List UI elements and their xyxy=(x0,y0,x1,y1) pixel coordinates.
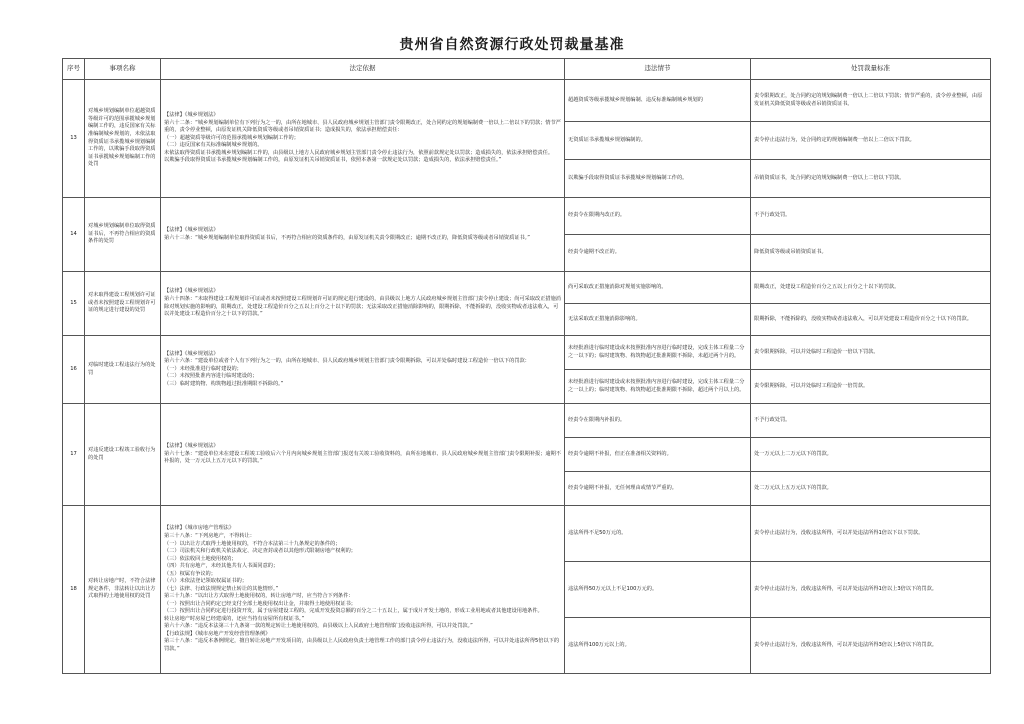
row-item: 对城乡规划编制单位超越资质等级许可的范围承揽城乡规划编制工作的，违反国家有关标准编制城乡规划的，未依法取得资质证书承揽城乡规划编制工作的，以欺骗手段取得资质证书承揽城乡规划编制工作的处罚 xyxy=(85,80,161,198)
row-standard: 责令停止违法行为，没收违法所得，可以并处违法所得1倍以上3倍以下的罚款。 xyxy=(751,562,991,618)
row-circumstance: 无资质证书承揽城乡规划编制的。 xyxy=(565,122,751,160)
row-basis: 【法律】《城乡规划法》 第六十六条：“建设单位或者个人有下列行为之一的，由所在地城市、县人民政府城乡规划主管部门责令限期拆除，可以并处临时建设工程造价一倍以下的罚款： （一）未经批准进行临时建设的； （二）未按照批准内容进行临时建设的； （三）临时建筑物、构筑物超过批准期限不拆除的。” xyxy=(161,336,565,404)
row-circumstance: 违法所得不足50万元的。 xyxy=(565,506,751,562)
row-item: 对违反建设工程竣工验收行为的处罚 xyxy=(85,404,161,506)
row-circumstance: 尚可采取改正措施消除对规划实施影响的。 xyxy=(565,272,751,304)
row-circumstance: 经责令逾期不补报，但正在准备相关资料的。 xyxy=(565,438,751,472)
row-basis: 【法律】《城乡规划法》 第六十二条：“城乡规划编制单位有下列行为之一的，由所在地城市、县人民政府城乡规划主管部门责令限期改正，处合同约定的规划编制费一倍以上二倍以下的罚款；情节严重的，责令停业整顿，由原发证机关降低资质等级或者吊销资质证书；造成损失的，依法承担赔偿责任： （一）超越资质等级许可的范围承揽城乡规划编制工作的； （二）违反国家有关标准编制城乡规划的。 未依法取得资质证书承揽城乡规划编制工作的，由县级以上地方人民政府城乡规划主管部门责令停止违法行为，依照前款规定处以罚款；造成损失的，依法承担赔偿责任。 以欺骗手段取得资质证书承揽城乡规划编制工作的，由原发证机关吊销资质证书，依照本条第一款规定处以罚款；造成损失的，依法承担赔偿责任。” xyxy=(161,80,565,198)
row-standard: 处一万元以上二万元以下的罚款。 xyxy=(751,438,991,472)
table-row xyxy=(63,404,991,438)
row-standard: 降低资质等级或吊销资质证书。 xyxy=(751,235,991,272)
table-row xyxy=(63,198,991,235)
row-seq: 15 xyxy=(63,272,85,336)
row-circumstance: 经责令在限期内补报的。 xyxy=(565,404,751,438)
table-row xyxy=(63,506,991,562)
row-basis: 【法律】《城乡规划法》 第六十四条：“未取得建设工程规划许可证或者未按照建设工程规划许可证的规定进行建设的，由县级以上地方人民政府城乡规划主管部门责令停止建设；尚可采取改正措施消除对规划实施的影响的，限期改正，处建设工程造价百分之五以上百分之十以下的罚款；无法采取改正措施消除影响的，限期拆除，不能拆除的，没收实物或者违法收入，可以并处建设工程造价百分之十以下的罚款。” xyxy=(161,272,565,336)
row-circumstance: 经责令在限期内改正的。 xyxy=(565,198,751,235)
row-seq: 17 xyxy=(63,404,85,506)
row-circumstance: 以欺骗手段取得资质证书承揽城乡规划编制工作的。 xyxy=(565,160,751,198)
row-standard: 责令停止违法行为，没收违法所得，可以并处违法所得3倍以上5倍以下的罚款。 xyxy=(751,618,991,674)
row-standard: 处二万元以上五万元以下的罚款。 xyxy=(751,472,991,506)
header-circumstance: 违法情节 xyxy=(565,59,751,80)
row-standard: 责令限期拆除，可以并处临时工程造价一倍以下罚款。 xyxy=(751,336,991,370)
row-seq: 18 xyxy=(63,506,85,674)
row-circumstance: 经责令逾期不补报，无任何理由或情节严重的。 xyxy=(565,472,751,506)
row-circumstance: 经责令逾期不改正的。 xyxy=(565,235,751,272)
row-item: 对转让房地产时，不符合法律规定条件，非法转让以出让方式取得的土地使用权的处罚 xyxy=(85,506,161,674)
row-circumstance: 未经批准进行临时建设或未按照批准内容进行临时建设，完成主体工程量二分之一以下的；临时建筑物、构筑物超过批准期限不拆除，未超过两个月的。 xyxy=(565,336,751,370)
row-seq: 14 xyxy=(63,198,85,272)
row-standard: 责令停止违法行为，处合同约定的规划编制费一倍以上二倍以下罚款。 xyxy=(751,122,991,160)
row-basis: 【法律】《城市房地产管理法》 第三十八条：“下列房地产，不得转让： （一）以出让方式取得土地使用权的，不符合本法第三十九条规定的条件的； （二）司法机关和行政机关依法裁定、决定查封或者以其他形式限制房地产权利的； （三）依法收回土地使用权的； （四）共有房地产，未经其他共有人书面同意的； （五）权属有争议的； （六）未依法登记领取权属证书的； （七）法律、行政法规规定禁止转让的其他情形。” 第三十九条：“以出让方式取得土地使用权的，转让房地产时，应当符合下列条件： （一）按照出让合同约定已经支付全部土地使用权出让金，并取得土地使用权证书； （二）按照出让合同约定进行投资开发，属于房屋建设工程的，完成开发投资总额的百分之二十五以上，属于成片开发土地的，形成工业用地或者其他建设用地条件。 转让房地产时房屋已经建成的，还应当持有房屋所有权证书。” 第六十六条：“违反本法第三十九条第一款的规定转让土地使用权的，由县级以上人民政府土地管理部门没收违法所得，可以并处罚款。” 【行政法规】《城市房地产开发经营管理条例》 第三十八条：“违反本条例规定，擅自转让房地产开发项目的，由县级以上人民政府负责土地管理工作的部门责令停止违法行为，没收违法所得，可以并处违法所得5倍以下的罚款。” xyxy=(161,506,565,674)
header-basis: 法定依据 xyxy=(161,59,565,80)
row-circumstance: 违法所得50万元以上不足100万元的。 xyxy=(565,562,751,618)
row-circumstance: 无法采取改正措施消除影响的。 xyxy=(565,304,751,336)
row-standard: 不予行政处罚。 xyxy=(751,198,991,235)
row-basis: 【法律】《城乡规划法》 第六十三条：“城乡规划编制单位取得资质证书后，不再符合相应的资质条件的，由原发证机关责令限期改正；逾期不改正的，降低资质等级或者吊销资质证书。” xyxy=(161,198,565,272)
row-standard: 限期改正，处建设工程造价百分之五以上百分之十以下的罚款。 xyxy=(751,272,991,304)
header-seq: 序号 xyxy=(63,59,85,80)
row-standard: 责令停止违法行为，没收违法所得，可以并处违法所得1倍以下以下罚款。 xyxy=(751,506,991,562)
row-circumstance: 违法所得100万元以上的。 xyxy=(565,618,751,674)
row-standard: 吊销资质证书，处合同约定的规划编制费一倍以上二倍以下罚款。 xyxy=(751,160,991,198)
table-row xyxy=(63,336,991,370)
row-circumstance: 超越资质等级承揽城乡规划编制、违反标准编制城乡规划的 xyxy=(565,80,751,122)
row-item: 对临时建设工程违法行为的处罚 xyxy=(85,336,161,404)
row-basis: 【法律】《城乡规划法》 第六十七条：“建设单位未在建设工程竣工验收后六个月内向城乡规划主管部门报送有关竣工验收资料的，由所在地城市、县人民政府城乡规划主管部门责令限期补报；逾期不补报的，处一万元以上五万元以下的罚款。” xyxy=(161,404,565,506)
document-title: 贵州省自然资源行政处罚裁量基准 xyxy=(399,37,625,53)
row-standard: 限期拆除，不能拆除的，没收实物或者违法收入，可以并处建设工程造价百分之十以下的罚款。 xyxy=(751,304,991,336)
penalty-table xyxy=(62,58,991,674)
header-standard: 处罚裁量标准 xyxy=(751,59,991,80)
row-item: 对未取得建设工程规划许可证或者未按照建设工程规划许可证的规定进行建设的处罚 xyxy=(85,272,161,336)
row-standard: 不予行政处罚。 xyxy=(751,404,991,438)
table-row xyxy=(63,80,991,122)
row-item: 对城乡规划编制单位取得资质证书后，不再符合相应的资质条件的处罚 xyxy=(85,198,161,272)
row-standard: 责令限期改正，处合同约定的规划编制费一倍以上二倍以下罚款；情节严重的，责令停业整顿，由原发证机关降低资质等级或者吊销资质证书。 xyxy=(751,80,991,122)
table-header-row xyxy=(63,59,991,80)
row-seq: 16 xyxy=(63,336,85,404)
row-standard: 责令限期拆除，可以并处临时工程造价一倍罚款。 xyxy=(751,370,991,404)
header-item: 事项名称 xyxy=(85,59,161,80)
table-row xyxy=(63,272,991,304)
row-circumstance: 未经批准进行临时建设或未按照批准内容进行临时建设，完成主体工程量二分之一以上的；临时建筑物、构筑物超过批准期限不拆除，超过两个月以上的。 xyxy=(565,370,751,404)
row-seq: 13 xyxy=(63,80,85,198)
